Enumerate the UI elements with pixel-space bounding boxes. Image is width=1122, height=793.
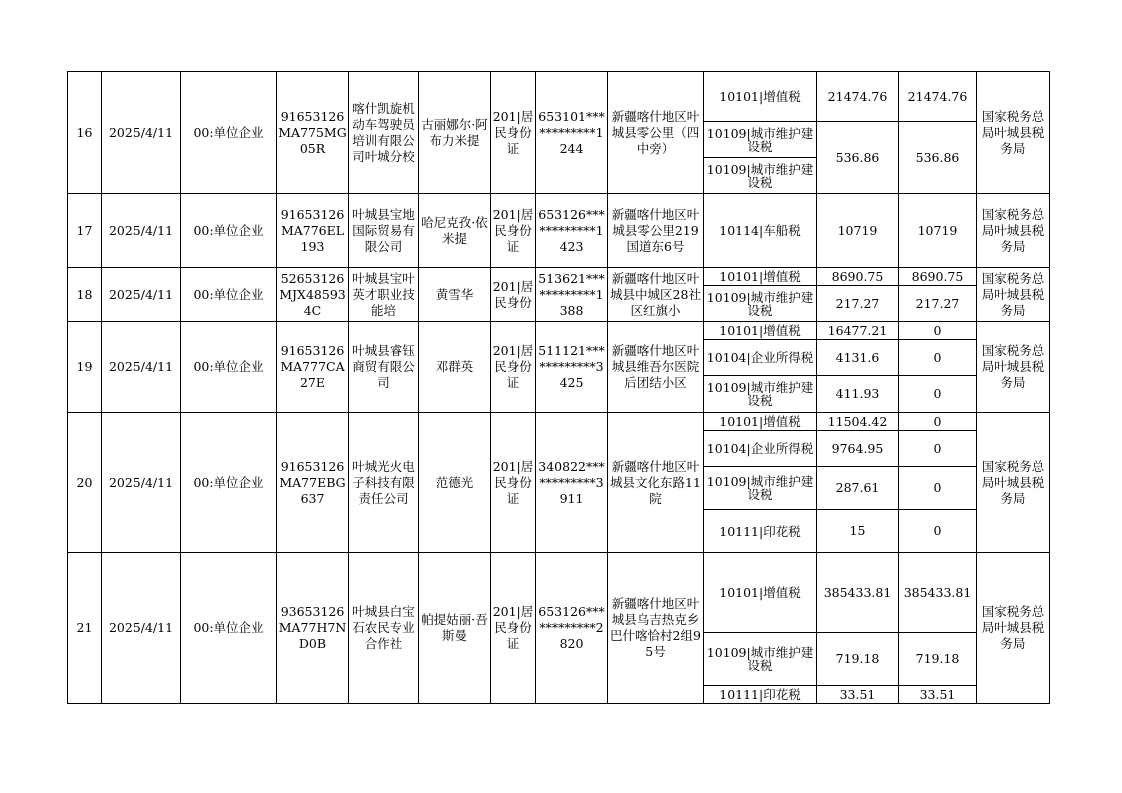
address-cell: 新疆喀什地区叶城县乌吉热克乡巴什喀恰村2组95号: [608, 553, 704, 704]
tax-amount-cell: 10719: [817, 194, 899, 268]
date-cell: 2025/4/11: [102, 553, 181, 704]
tax-item-cell: 10101|增值税: [704, 413, 817, 431]
date-cell: 2025/4/11: [102, 413, 181, 553]
id-type-cell: 201|居民身份: [491, 268, 536, 322]
tax-amount-cell: 385433.81: [817, 553, 899, 633]
tax-amount-cell: 15: [817, 510, 899, 553]
tax-balance-cell: 0: [899, 510, 977, 553]
company-name-cell: 喀什凯旋机动车驾驶员培训有限公司叶城分校: [349, 72, 419, 194]
table-row: [68, 268, 1050, 286]
taxpayer-type-cell: 00:单位企业: [181, 268, 277, 322]
id-type-cell: 201|居民身份证: [491, 413, 536, 553]
tax-amount-cell: 21474.76: [817, 72, 899, 122]
tax-item-cell: 10104|企业所得税: [704, 431, 817, 467]
id-number-cell: 340822************3911: [536, 413, 608, 553]
tax-balance-cell: 217.27: [899, 286, 977, 322]
tax-balance-cell: 0: [899, 322, 977, 340]
tax-amount-cell: 8690.75: [817, 268, 899, 286]
tax-item-cell: 10111|印花税: [704, 686, 817, 704]
tax-amount-cell: 16477.21: [817, 322, 899, 340]
credit-code-cell: 91653126MA775MG05R: [277, 72, 349, 194]
tax-balance-cell: 0: [899, 376, 977, 413]
tax-amount-cell: 217.27: [817, 286, 899, 322]
tax-arrears-table: [67, 71, 1050, 704]
date-cell: 2025/4/11: [102, 322, 181, 413]
tax-item-cell: 10101|增值税: [704, 553, 817, 633]
credit-code-cell: 91653126MA777CA27E: [277, 322, 349, 413]
company-name-cell: 叶城光火电子科技有限责任公司: [349, 413, 419, 553]
tax-amount-cell: 287.61: [817, 467, 899, 510]
credit-code-cell: 91653126MA776EL193: [277, 194, 349, 268]
taxpayer-type-cell: 00:单位企业: [181, 194, 277, 268]
company-name-cell: 叶城县宝叶英才职业技能培: [349, 268, 419, 322]
tax-balance-cell: 0: [899, 431, 977, 467]
legal-person-cell: 古丽娜尔·阿布力米提: [419, 72, 491, 194]
legal-person-cell: 帕提姑丽·吾斯曼: [419, 553, 491, 704]
company-name-cell: 叶城县白宝石农民专业合作社: [349, 553, 419, 704]
id-number-cell: 653126************2820: [536, 553, 608, 704]
credit-code-cell: 93653126MA77H7ND0B: [277, 553, 349, 704]
tax-item-cell: 10114|车船税: [704, 194, 817, 268]
id-number-cell: 653101************1244: [536, 72, 608, 194]
credit-code-cell: 52653126MJX485934C: [277, 268, 349, 322]
id-number-cell: 511121************3425: [536, 322, 608, 413]
tax-item-cell: 10104|企业所得税: [704, 340, 817, 376]
tax-balance-cell: 0: [899, 413, 977, 431]
tax-item-cell: 10101|增值税: [704, 268, 817, 286]
taxpayer-type-cell: 00:单位企业: [181, 322, 277, 413]
tax-balance-cell: 21474.76: [899, 72, 977, 122]
legal-person-cell: 范德光: [419, 413, 491, 553]
address-cell: 新疆喀什地区叶城县文化东路11院: [608, 413, 704, 553]
id-type-cell: 201|居民身份证: [491, 322, 536, 413]
tax-balance-cell: 385433.81: [899, 553, 977, 633]
tax-balance-cell: 0: [899, 340, 977, 376]
tax-amount-cell: 536.86: [817, 122, 899, 194]
company-name-cell: 叶城县宝地国际贸易有限公司: [349, 194, 419, 268]
id-type-cell: 201|居民身份证: [491, 194, 536, 268]
row-number: 20: [68, 413, 102, 553]
address-cell: 新疆喀什地区叶城县维吾尔医院后团结小区: [608, 322, 704, 413]
id-number-cell: 513621************1388: [536, 268, 608, 322]
legal-person-cell: 邓群英: [419, 322, 491, 413]
table-row: [68, 322, 1050, 340]
table-row: [68, 553, 1050, 633]
taxpayer-type-cell: 00:单位企业: [181, 553, 277, 704]
id-type-cell: 201|居民身份证: [491, 72, 536, 194]
tax-amount-cell: 719.18: [817, 633, 899, 686]
date-cell: 2025/4/11: [102, 194, 181, 268]
tax-amount-cell: 411.93: [817, 376, 899, 413]
id-type-cell: 201|居民身份证: [491, 553, 536, 704]
tax-balance-cell: 0: [899, 467, 977, 510]
address-cell: 新疆喀什地区叶城县中城区28社区红旗小: [608, 268, 704, 322]
tax-balance-cell: 536.86: [899, 122, 977, 194]
credit-code-cell: 91653126MA77EBG637: [277, 413, 349, 553]
tax-amount-cell: 11504.42: [817, 413, 899, 431]
table-row: [68, 194, 1050, 268]
legal-person-cell: 哈尼克孜·依米提: [419, 194, 491, 268]
tax-item-cell: 10109|城市维护建设税: [704, 286, 817, 322]
tax-item-cell: 10111|印花税: [704, 510, 817, 553]
company-name-cell: 叶城县睿钰商贸有限公司: [349, 322, 419, 413]
taxpayer-type-cell: 00:单位企业: [181, 72, 277, 194]
date-cell: 2025/4/11: [102, 268, 181, 322]
tax-balance-cell: 719.18: [899, 633, 977, 686]
row-number: 16: [68, 72, 102, 194]
id-number-cell: 653126************1423: [536, 194, 608, 268]
tax-authority-cell: 国家税务总局叶城县税务局: [977, 322, 1050, 413]
tax-balance-cell: 8690.75: [899, 268, 977, 286]
tax-amount-cell: 33.51: [817, 686, 899, 704]
tax-authority-cell: 国家税务总局叶城县税务局: [977, 72, 1050, 194]
table-row: [68, 72, 1050, 122]
tax-item-cell: 10109|城市维护建设税: [704, 633, 817, 686]
row-number: 17: [68, 194, 102, 268]
tax-authority-cell: 国家税务总局叶城县税务局: [977, 268, 1050, 322]
address-cell: 新疆喀什地区叶城县零公里219国道东6号: [608, 194, 704, 268]
tax-balance-cell: 10719: [899, 194, 977, 268]
taxpayer-type-cell: 00:单位企业: [181, 413, 277, 553]
tax-amount-cell: 4131.6: [817, 340, 899, 376]
tax-amount-cell: 9764.95: [817, 431, 899, 467]
tax-authority-cell: 国家税务总局叶城县税务局: [977, 553, 1050, 704]
row-number: 18: [68, 268, 102, 322]
row-number: 19: [68, 322, 102, 413]
tax-item-cell: 10109|城市维护建设税: [704, 467, 817, 510]
tax-item-cell: 10109|城市维护建设税: [704, 122, 817, 158]
tax-item-cell: 10101|增值税: [704, 72, 817, 122]
tax-item-cell: 10109|城市维护建设税: [704, 376, 817, 413]
tax-authority-cell: 国家税务总局叶城县税务局: [977, 413, 1050, 553]
address-cell: 新疆喀什地区叶城县零公里（四中旁）: [608, 72, 704, 194]
date-cell: 2025/4/11: [102, 72, 181, 194]
tax-item-cell: 10109|城市维护建设税: [704, 158, 817, 194]
tax-item-cell: 10101|增值税: [704, 322, 817, 340]
table-row: [68, 413, 1050, 431]
row-number: 21: [68, 553, 102, 704]
legal-person-cell: 黄雪华: [419, 268, 491, 322]
tax-balance-cell: 33.51: [899, 686, 977, 704]
tax-authority-cell: 国家税务总局叶城县税务局: [977, 194, 1050, 268]
